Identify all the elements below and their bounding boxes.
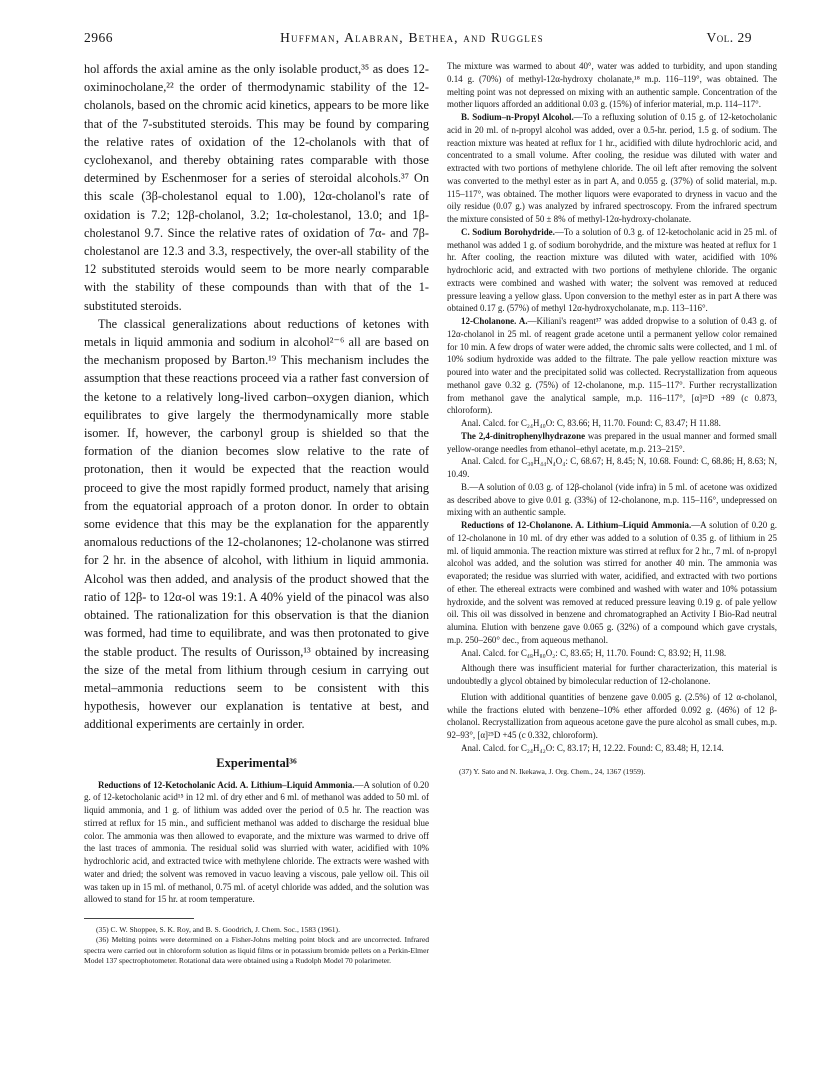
running-head-authors: Huffman, Alabran, Bethea, and Ruggles: [280, 30, 544, 45]
paragraph-b: [447, 111, 777, 226]
experimental-paragraph-1: [84, 779, 429, 907]
section-title: Reductions of 12-Ketocholanic Acid. A. Lithium–Liquid Ammonia.: [98, 779, 355, 790]
paragraph-e: B.—A solution of 0.03 g. of 12β-cholanol (vide infra) in 5 ml. of acetone was oxidized as described above to give 0.01 g. (33%) of 12-cholanone, m.p. 115–116°, undepressed on mixing with an authentic sample.: [447, 481, 777, 518]
section-title: Reductions of 12-Cholanone. A. Lithium–Liquid Ammonia.: [461, 520, 692, 530]
discussion-text: [84, 60, 429, 734]
section-body: —A solution of 0.20 g. of 12-cholanone in 10 ml. of dry ether was added to a solution of 0.35 g. of lithium in 25 ml. of liquid ammonia. The reaction mixture was stirred at reflux for 2 hr., 7 ml. of n-propyl alcohol was added, and the solution was stirred for another 40 min. The ammonia was evaporated; the residue was slurried with water, acidified, and extracted with two portions of ether. The ethereal extracts were combined and washed with water and 10% potassium hydroxide, and the solvent was removed at reduced pressure leaving 0.19 g. of pale yellow oil. This oil was dissolved in benzene and chromatographed an Activity I Bio-Rad neutral alumina. Elution with benzene gave 0.065 g. (32%) of a compound which gave crystals, m.p. 250–260° dec., from aqueous methanol.: [447, 520, 777, 645]
footnote-rule: [84, 918, 194, 919]
section-body: was prepared in the usual manner and formed small yellow-orange needles from ethanol–ethyl acetate, m.p. 213–215°.: [447, 430, 777, 454]
paragraph-dnp: [447, 430, 777, 456]
paragraph-g: Although there was insufficient material for further characterization, this material is undoubtedly a glycol obtained by bimolecular reduction of 12-cholanone.: [447, 663, 777, 686]
paragraph-d: [447, 315, 777, 417]
section-body: —To a refluxing solution of 0.15 g. of 12-ketocholanic acid in 20 ml. of n-propyl alcohol was added, over a 0.5-hr. period, 1.5 g. of sodium. The reaction mixture was heated at reflux for 1 hr., acidified with dilute hydrochloric acid, and concentrated to a small volume. After cooling, the residue was diluted with water and extracted with two portions of methylene chloride. The oil left after removing the solvent was converted to the methyl ester as in part A, and 0.055 g. (37%) of solid material, m.p. 115–117°, was obtained. The mother liquors were evaporated to dryness in vacuo and the oily residue (0.07 g.) was analyzed by infrared spectroscopy. From the infrared spectrum the mixture consisted of 50 ± 8% of methyl-12α-hydroxy-cholanate.: [447, 112, 777, 224]
experimental-text-continued: [447, 60, 777, 755]
paragraph-h: Elution with additional quantities of benzene gave 0.005 g. (2.5%) of 12 α-cholanol, while the fractions eluted with benzene–10% ether afforded 0.092 g. (46%) of 12 β-cholanol. Recrystallization from aqueous acetone gave the pure alcohol as small cubes, m.p. 92–93°, [α]²⁵D +45 (c 0.332, chloroform).: [447, 691, 777, 740]
section-title: B. Sodium–n-Propyl Alcohol.: [461, 112, 574, 122]
section-body: —A solution of 0.20 g. of 12-ketocholanic acid¹⁵ in 12 ml. of dry ether and 6 ml. of methanol was added to 50 ml. of liquid ammonia, and 1 g. of lithium was added over the period of 0.5 hr. The reaction was stirred at reflux for 15 min., and sufficient methanol was added to discharge the residual blue color. The ammonia was then allowed to evaporate, and the mixture was warmed to drive off the last traces of ammonia. The residual solid was slurried with water, acidified with 10% hydrochloric acid, and extracted twice with methylene chloride. The extracts were washed with water and dried; the solvent was removed in vacuo leaving a viscous, pale yellow oil. This oil was taken up in 15 ml. of methanol, 0.75 ml. of acetyl chloride was added, and the solution was allowed to stand for 15 hr. at room temperature.: [84, 779, 429, 905]
paragraph-f: [447, 519, 777, 647]
discussion-paragraph-1: hol affords the axial amine as the only isolable product,³⁵ as does 12-oximinocholane,²² the order of thermodynamic stability of the 12-cholanols, based on the chromic acid kinetics, appears to be more like that of the 7-substituted steroids. This may be found by comparing the relative rates of oxidation of the 12-cholanols with that of cyclohexanol, and thereby obtaining rates comparable with those determined by Eschenmoser for a series of steroidal alcohols.³⁷ On this scale (3β-cholestanol equal to 1.00), 12α-cholanol's rate of oxidation is 7.2; 12β-cholanol, 3.2; 1α-cholestanol, 13.0; and 1β-cholestanol 9.7. Since the relative rates of oxidation of 7α- and 7β-cholestanol are 12.3 and 3.3, respectively, the over-all stability of the 12 substituted steroids would seem to be more nearly comparable with the stability of these compounds than with that of the 1-substituted steroids.: [84, 62, 429, 313]
section-body: —Kiliani's reagent³⁷ was added dropwise to a solution of 0.43 g. of 12α-cholanol in 25 ml. of reagent grade acetone until a permanent yellow color remained for 10 min. A few drops of water were added, the chromic salts were collected, and 1 ml. of 10% sodium hydroxide was added to the filtrate. The pale yellow reaction mixture was poured into water and the precipitated solid was collected. Recrystallization from aqueous methanol gave 0.32 g. (75%) of 12-cholanone, m.p. 115–117°. Further recrystallization from methanol gave the analytical sample, m.p. 116–117°, [α]²⁵D +89 (c 0.873, chloroform).: [447, 316, 777, 416]
analysis-1: Anal. Calcd. for C₂₄H₄₀O: C, 83.66; H, 11.70. Found: C, 83.47; H 11.88.: [461, 418, 721, 428]
section-title: C. Sodium Borohydride.: [461, 226, 555, 237]
right-column: [447, 60, 777, 777]
paragraph-c: [447, 226, 777, 315]
volume-label: Vol. 29: [706, 30, 752, 45]
analysis-4: Anal. Calcd. for C₂₄H₄₂O: C, 83.17; H, 12.22. Found: C, 83.48; H, 12.14.: [461, 742, 724, 753]
section-title: 12-Cholanone. A.: [461, 316, 528, 326]
footnotes-right: [447, 767, 777, 777]
footnote-37: (37) Y. Sato and N. Ikekawa, J. Org. Chem., 24, 1367 (1959).: [459, 766, 646, 776]
experimental-text: [84, 779, 429, 907]
discussion-paragraph-2: The classical generalizations about reductions of ketones with metals in liquid ammonia and sodium in alcohol²⁻⁶ all are based on the mechanism proposed by Barton.¹⁹ This mechanism includes the assumption that these reactions proceed via a rather fast conversion of the ketone to a relatively long-lived carbon–oxygen dianion, which equilibrates to give largely the thermodynamically more stable isomer. If, however, the carbonyl group is shielded so that the formation of the dianion becomes slow relative to the rate of protonation, then it would be expected that the reaction would proceed to give the most rapidly formed product, namely that arising from the equatorial approach of a proton donor. In order to obtain some evidence that this may be the explanation for the apparently anomalous reductions of the 12-cholanones; 12-cholanone was stirred for 2 hr. in the absence of alcohol, with lithium in liquid ammonia. Alcohol was then added, and analysis of the product showed that the ratio of 12β- to 12α-ol was 19:1. A 40% yield of the pinacol was also obtained. The rationalization for this observation is that the dianion was formed, had time to equilibrate, and was then protonated to give the stable product. The results of Ourisson,¹³ obtained by increasing the size of the metal from lithium through cesium in carrying out metal–ammonia reductions seem to be consistent with this hypothesis, however our explanation is tentative at best, and additional experiments are certainly in order.: [84, 316, 429, 732]
paragraph-r1: The mixture was warmed to about 40°, water was added to turbidity, and upon standing 0.14 g. (70%) of methyl-12α-hydroxy cholanate,¹⁸ m.p. 116–119°, was obtained. The melting point was not depressed on mixing with an authentic sample. Concentration of the mother liquors afforded an additional 0.03 g. (15%) of inferior material, m.p. 114–117°.: [447, 61, 777, 110]
page-number: 2966: [84, 30, 113, 45]
section-body: —To a solution of 0.3 g. of 12-ketocholanic acid in 25 ml. of methanol was added 1 g. of sodium borohydride, and the mixture was heated at reflux for 1 hr. After cooling, the reaction mixture was diluted with water, acidified with 10% hydrochloric acid, and extracted with two portions of methylene chloride. The organic extracts were combined and washed with water; the solvent was removed at reduced pressure leaving a yellow glass. Upon conversion to the methyl ester as in part A there was obtained 0.17 g. (57%) of methyl 12α-hydroxycholanate, m.p. 113–116°.: [447, 226, 778, 314]
footnote-36: (36) Melting points were determined on a Fisher-Johns melting point block and are uncorrected. Infrared spectra were carried out in chloroform solution as liquid films or in potassium bromide pellets on a Perkin-Elmer Model 137 spectrophotometer. Rotational data were obtained using a Rudolph Model 70 polarimeter.: [84, 935, 429, 966]
footnotes-left: [84, 925, 429, 967]
left-column: [84, 60, 429, 967]
experimental-heading: Experimental³⁶: [216, 755, 297, 770]
footnote-35: (35) C. W. Shoppee, S. K. Roy, and B. S. Goodrich, J. Chem. Soc., 1583 (1961).: [96, 925, 340, 935]
analysis-3: Anal. Calcd. for C₄₈H₈₀O₂: C, 83.65; H, 11.70. Found: C, 83.92; H, 11.98.: [461, 647, 727, 658]
section-title: The 2,4-dinitrophenylhydrazone: [461, 430, 586, 441]
analysis-2: Anal. Calcd. for C₃₀H₄₄N₄O₄: C, 68.67; H, 8.45; N, 10.68. Found: C, 68.86; H, 8.63; N, 10.49.: [447, 456, 777, 479]
